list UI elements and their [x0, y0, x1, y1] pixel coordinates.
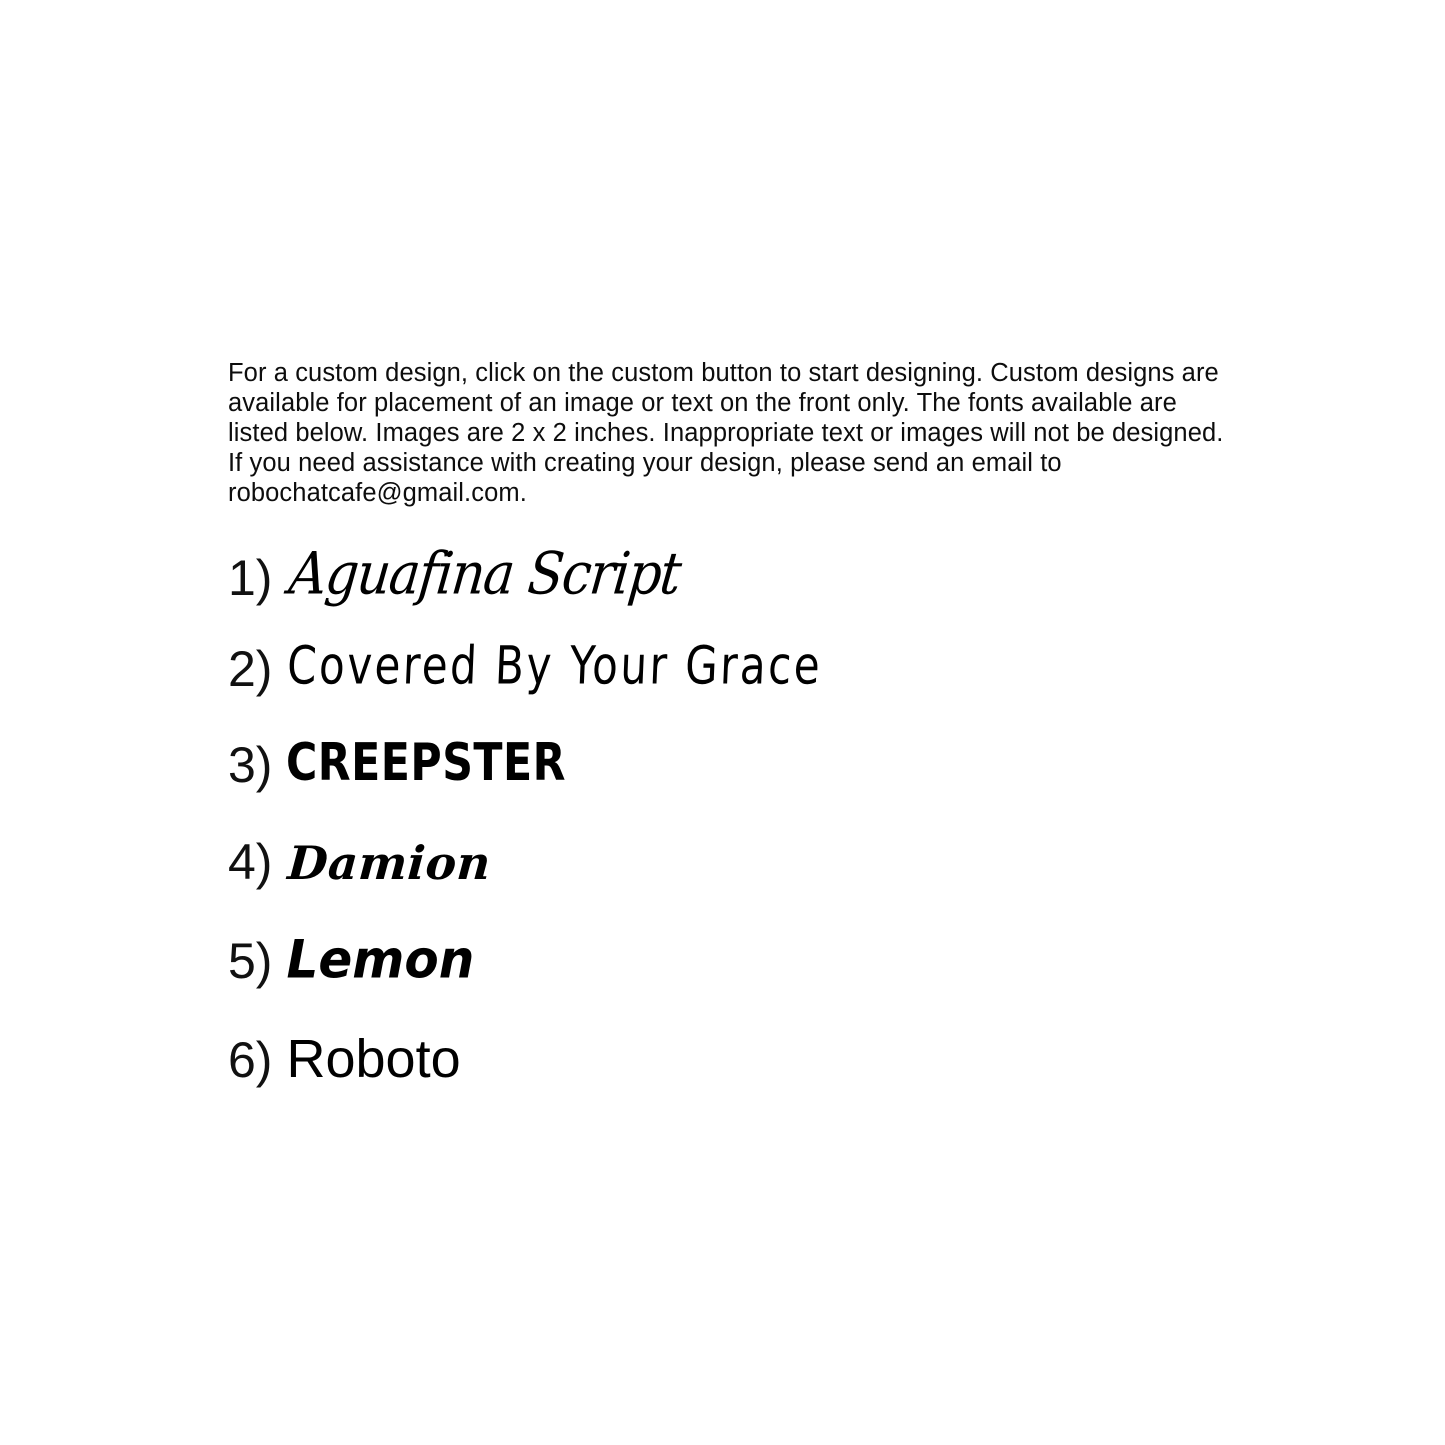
- list-item-number: 6): [228, 1032, 273, 1088]
- list-item-number: 5): [228, 933, 273, 989]
- font-sample-roboto: Roboto: [286, 1029, 461, 1089]
- list-item: [228, 540, 1328, 644]
- list-item-number: 4): [228, 834, 273, 890]
- font-sample-lemon: Lemon: [286, 929, 475, 990]
- font-sample-creepster: CREEPSTER: [286, 732, 567, 793]
- list-item: [228, 732, 1328, 836]
- list-item-number: 1): [228, 550, 273, 606]
- list-item-number: 2): [228, 641, 273, 697]
- font-sample-covered-by-your-grace: Covered By Your Grace: [286, 634, 824, 696]
- intro-paragraph: For a custom design, click on the custom button to start designing. Custom designs are available for placement of an image or text on the front only. The fonts available are listed below. Images are 2 x 2 inches. Inappropriate text or images will not be designed. If you need assistance with creating your design, please send an email to robochatcafe@gmail.com.: [228, 358, 1224, 507]
- list-item: [228, 634, 1328, 740]
- list-item: [228, 836, 1328, 932]
- list-item: [228, 929, 1328, 1028]
- list-item-number: 3): [228, 737, 273, 793]
- font-sample-aguafina-script: Aguafina Script: [286, 540, 684, 608]
- font-list: [228, 540, 1328, 1124]
- list-item: [228, 1028, 1328, 1124]
- font-sample-damion: Damion: [286, 836, 494, 890]
